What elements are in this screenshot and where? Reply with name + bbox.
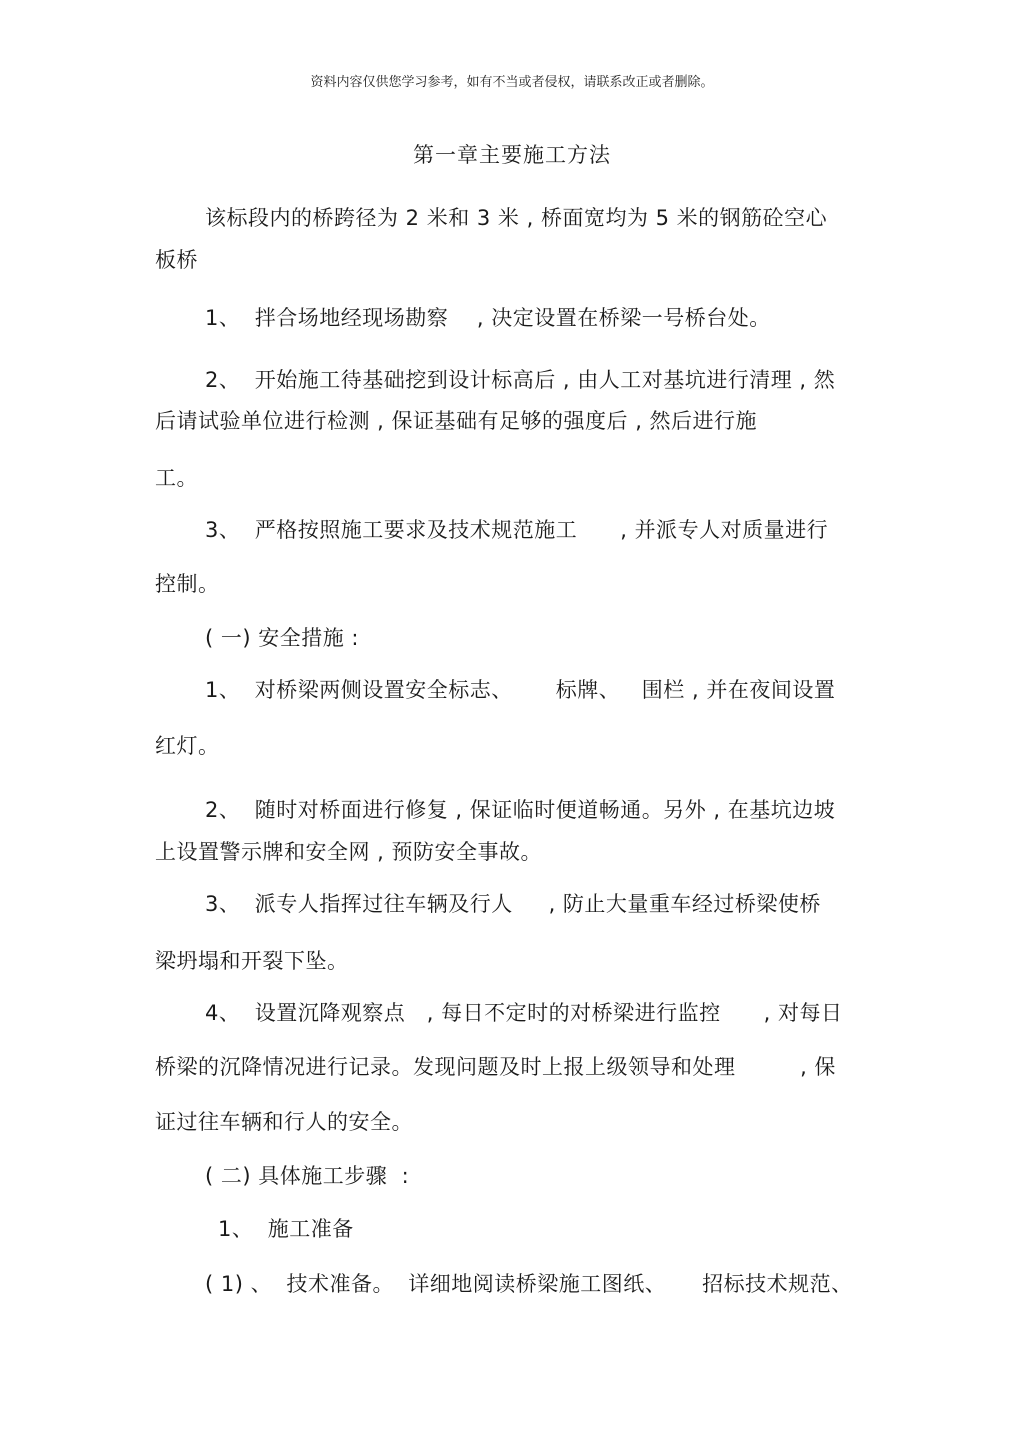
- paragraph-line: 1、 对桥梁两侧设置安全标志、 标牌、 围栏 , 并在夜间设置: [205, 678, 836, 702]
- paragraph-line: 梁坍塌和开裂下坠。: [155, 949, 349, 973]
- paragraph-line: ( 1) 、 技术准备。 详细地阅读桥梁施工图纸、 招标技术规范、: [205, 1272, 853, 1296]
- subsection-heading: 1、 施工准备: [218, 1217, 354, 1241]
- paragraph-line: 桥梁的沉降情况进行记录。发现问题及时上报上级领导和处理 , 保: [155, 1055, 836, 1079]
- paragraph-line: 3、 派专人指挥过往车辆及行人 , 防止大量重车经过桥梁使桥: [205, 892, 821, 916]
- paragraph-line: 红灯。: [155, 734, 220, 758]
- section-heading-steps: ( 二) 具体施工步骤 :: [205, 1164, 410, 1188]
- paragraph-line: 板桥: [155, 248, 198, 272]
- paragraph-line: 1、 拌合场地经现场勘察 , 决定设置在桥梁一号桥台处。: [205, 306, 771, 330]
- paragraph-line: 证过往车辆和行人的安全。: [155, 1110, 413, 1134]
- paragraph-line: 控制。: [155, 572, 220, 596]
- paragraph-line: 工。: [155, 466, 198, 490]
- paragraph-line: 2、 开始施工待基础挖到设计标高后 , 由人工对基坑进行清理 , 然: [205, 368, 836, 392]
- paragraph-line: 该标段内的桥跨径为 2 米和 3 米 , 桥面宽均为 5 米的钢筋砼空心: [205, 206, 828, 230]
- chapter-title: 第一章主要施工方法: [413, 143, 611, 167]
- paragraph-line: 后请试验单位进行检测 , 保证基础有足够的强度后 , 然后进行施: [155, 409, 758, 433]
- paragraph-line: 3、 严格按照施工要求及技术规范施工 , 并派专人对质量进行: [205, 518, 829, 542]
- page-header-disclaimer: 资料内容仅供您学习参考，如有不当或者侵权，请联系改正或者删除。: [310, 75, 714, 90]
- paragraph-line: 上设置警示牌和安全网 , 预防安全事故。: [155, 840, 543, 864]
- section-heading-safety: ( 一) 安全措施 :: [205, 626, 359, 650]
- paragraph-line: 4、 设置沉降观察点 , 每日不定时的对桥梁进行监控 , 对每日: [205, 1001, 843, 1025]
- paragraph-line: 2、 随时对桥面进行修复 , 保证临时便道畅通。另外 , 在基坑边坡: [205, 798, 836, 822]
